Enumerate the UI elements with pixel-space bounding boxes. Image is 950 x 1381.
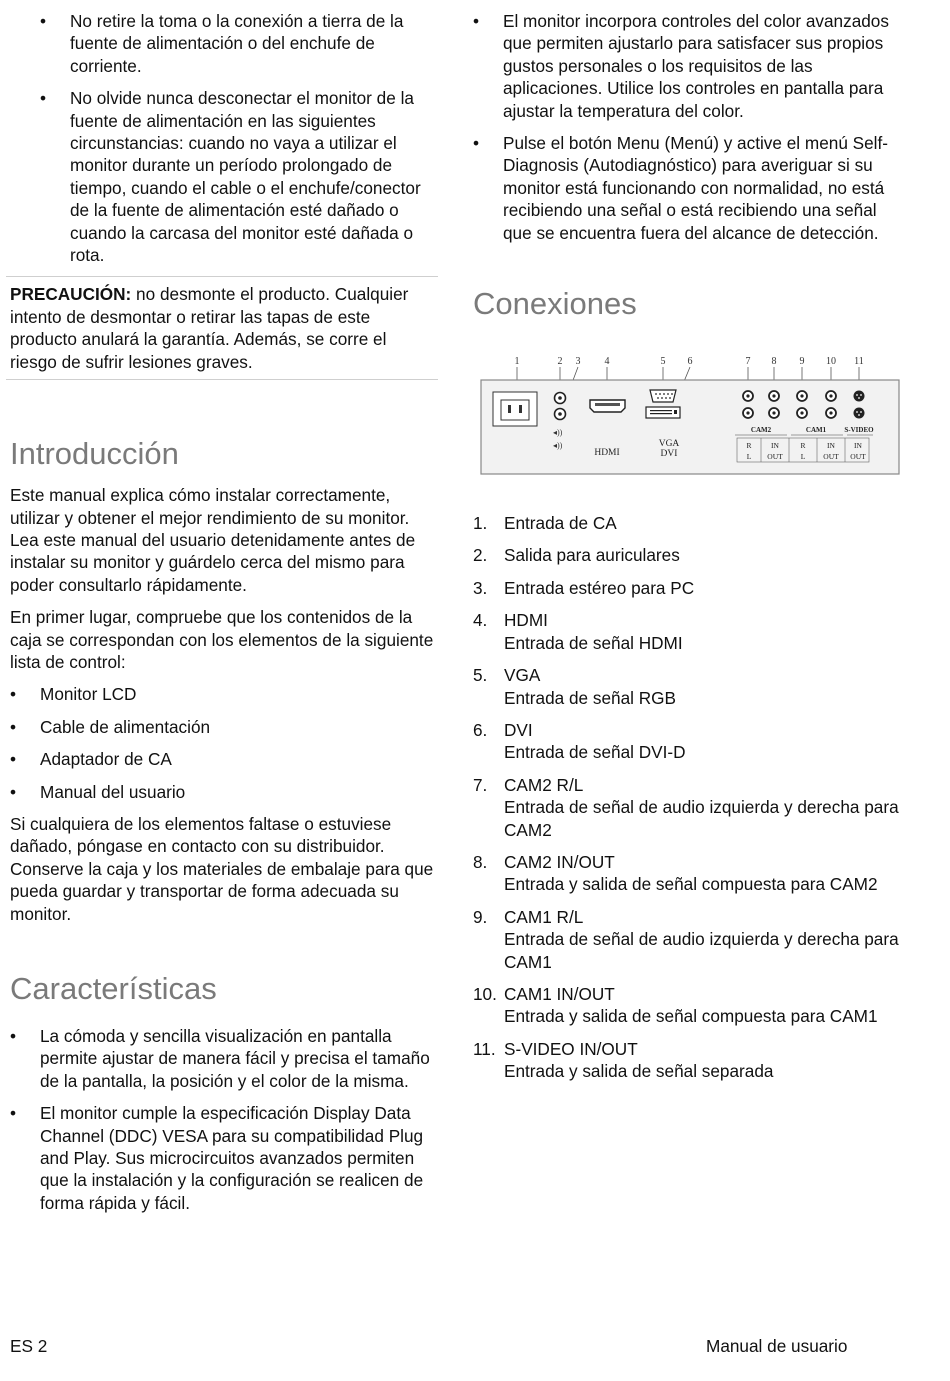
port-number-4: 4 <box>604 356 610 368</box>
dvi-port <box>646 407 680 418</box>
port-number-6: 6 <box>687 356 693 368</box>
list-item: 3. Entrada estéreo para PC <box>473 577 695 598</box>
list-item: 7. CAM2 R/L Entrada de señal de audio izquierda y derecha para CAM2 <box>473 774 899 840</box>
port-number-10: 10 <box>826 356 836 368</box>
list-item: 4. HDMI Entrada de señal HDMI <box>473 610 683 653</box>
list-item: 6. DVI Entrada de señal DVI-D <box>473 719 686 763</box>
svideo-out-label: OUT <box>850 452 866 462</box>
list-item: 5. VGA Entrada de señal RGB <box>473 665 676 708</box>
port-number-9: 9 <box>799 356 805 368</box>
hdmi-port <box>590 400 625 412</box>
port-number-3: 3 <box>575 356 581 368</box>
connections-heading: Conexiones <box>473 286 637 322</box>
right-column <box>473 0 905 1093</box>
connector-panel-diagram <box>473 352 905 482</box>
dvi-label: DVI <box>660 449 678 460</box>
port-number-5: 5 <box>660 356 666 368</box>
page-number: ES 2 <box>10 1336 48 1356</box>
features-list-continued <box>473 10 905 244</box>
cam2-out-label: OUT <box>767 452 783 462</box>
features-heading: Características <box>10 971 217 1006</box>
list-item: • Pulse el botón Menu (Menú) y active el menú Self-Diagnosis (Autodiagnóstico) para averiguar si su monitor está funcionando con normalidad, no está recibiendo una señal o está recibiendo una señal que se encuentra fuera del alcance de detección. <box>473 132 905 244</box>
port-number-7: 7 <box>745 356 751 368</box>
intro-paragraph: Este manual explica cómo instalar correctamente, utilizar y obtener el mejor rendimiento de su monitor. Lea este manual del usuario detenidamente antes de instalar su monitor y guárdelo cerca del mismo para poder consultarlo rápidamente. <box>10 485 416 595</box>
list-item: 2. Salida para auriculares <box>473 545 680 566</box>
headphone-jack <box>555 393 566 404</box>
connections-list <box>473 512 905 1083</box>
caution-box <box>6 276 438 380</box>
audio-out-symbol: ◂)) <box>553 428 563 438</box>
list-item: • Monitor LCD <box>10 683 438 705</box>
footer-title: Manual de usuario <box>706 1336 848 1356</box>
list-item: • No retire la toma o la conexión a tierra de la fuente de alimentación o del enchufe de corriente. <box>10 10 438 77</box>
svideo-label: S-VIDEO <box>844 426 874 435</box>
port-number-8: 8 <box>771 356 777 368</box>
port-number-1: 1 <box>514 356 520 368</box>
list-item: • El monitor incorpora controles del color avanzados que permiten ajustarlo para satisfacer sus propios gustos personales o los requisitos de las aplicaciones. Utilice los controles en pantalla para ajustar la temperatura del color. <box>473 10 905 122</box>
svideo-in-label: IN <box>854 441 862 451</box>
list-item: • Cable de alimentación <box>10 716 438 738</box>
caution-text <box>10 283 434 373</box>
cam1-in-label: IN <box>827 441 835 451</box>
list-item: 11. S-VIDEO IN/OUT Entrada y salida de señal separada <box>473 1038 774 1082</box>
list-item: • El monitor cumple la especificación Display Data Channel (DDC) VESA para su compatibilidad Plug and Play. Sus microcircuitos avanzados permiten que la instalación y la configuración se realicen de forma rápida y fácil. <box>10 1102 438 1214</box>
cam1-r-label: R <box>800 441 806 451</box>
cam2-label: CAM2 <box>750 426 772 435</box>
checklist <box>10 683 438 803</box>
port-number-2: 2 <box>557 356 563 368</box>
cam1-out-label: OUT <box>823 452 839 462</box>
cam1-l-label: L <box>800 452 806 462</box>
vga-label: VGA <box>658 439 680 450</box>
list-item: 8. CAM2 IN/OUT Entrada y salida de señal compuesta para CAM2 <box>473 851 878 895</box>
intro-paragraph: Si cualquiera de los elementos faltase o estuviese dañado, póngase en contacto con su distribuidor. Conserve la caja y los materiales de embalaje para que pueda guardar y transportar de forma adecuada su monitor. <box>10 813 434 924</box>
list-item: • No olvide nunca desconectar el monitor de la fuente de alimentación en las siguientes circunstancias: cuando no vaya a utilizar el monitor durante un período prolongado de tiempo, cuando el cable o el enchufe/conector de la fuente de alimentación esté dañado o cuando la carcasa del monitor esté dañada o rota. <box>10 87 438 266</box>
list-item: 1. Entrada de CA <box>473 513 617 534</box>
caution-body: no desmonte el producto. Cualquier intento de desmontar o retirar las tapas de este producto anulará la garantía. Además, se corre el riesgo de sufrir lesiones graves. <box>10 284 409 372</box>
list-item: • Adaptador de CA <box>10 748 438 770</box>
cam2-in-label: IN <box>771 441 779 451</box>
caution-label: PRECAUCIÓN: <box>10 284 132 305</box>
cam2-r-label: R <box>746 441 752 451</box>
intro-heading: Introducción <box>10 436 179 472</box>
stereo-input-jack <box>555 409 566 420</box>
left-column <box>10 0 438 1224</box>
port-number-11: 11 <box>854 356 864 368</box>
intro-paragraph: En primer lugar, compruebe que los contenidos de la caja se correspondan con los elementos de la siguiente lista de control: <box>10 607 434 672</box>
list-item: • La cómoda y sencilla visualización en pantalla permite ajustar de manera fácil y precisa el tamaño de la pantalla, la posición y el color de la misma. <box>10 1025 438 1092</box>
warning-list <box>10 10 438 266</box>
cam1-label: CAM1 <box>805 426 827 435</box>
hdmi-label: HDMI <box>594 448 620 459</box>
list-item: 9. CAM1 R/L Entrada de señal de audio izquierda y derecha para CAM1 <box>473 906 899 972</box>
ac-inlet-port <box>493 392 537 426</box>
list-item: 10. CAM1 IN/OUT Entrada y salida de señal compuesta para CAM1 <box>473 983 878 1027</box>
features-list <box>10 1025 438 1214</box>
cam2-l-label: L <box>746 452 752 462</box>
audio-in-symbol: ◂)) <box>553 441 563 451</box>
vga-port <box>650 390 676 402</box>
list-item: • Manual del usuario <box>10 781 438 803</box>
